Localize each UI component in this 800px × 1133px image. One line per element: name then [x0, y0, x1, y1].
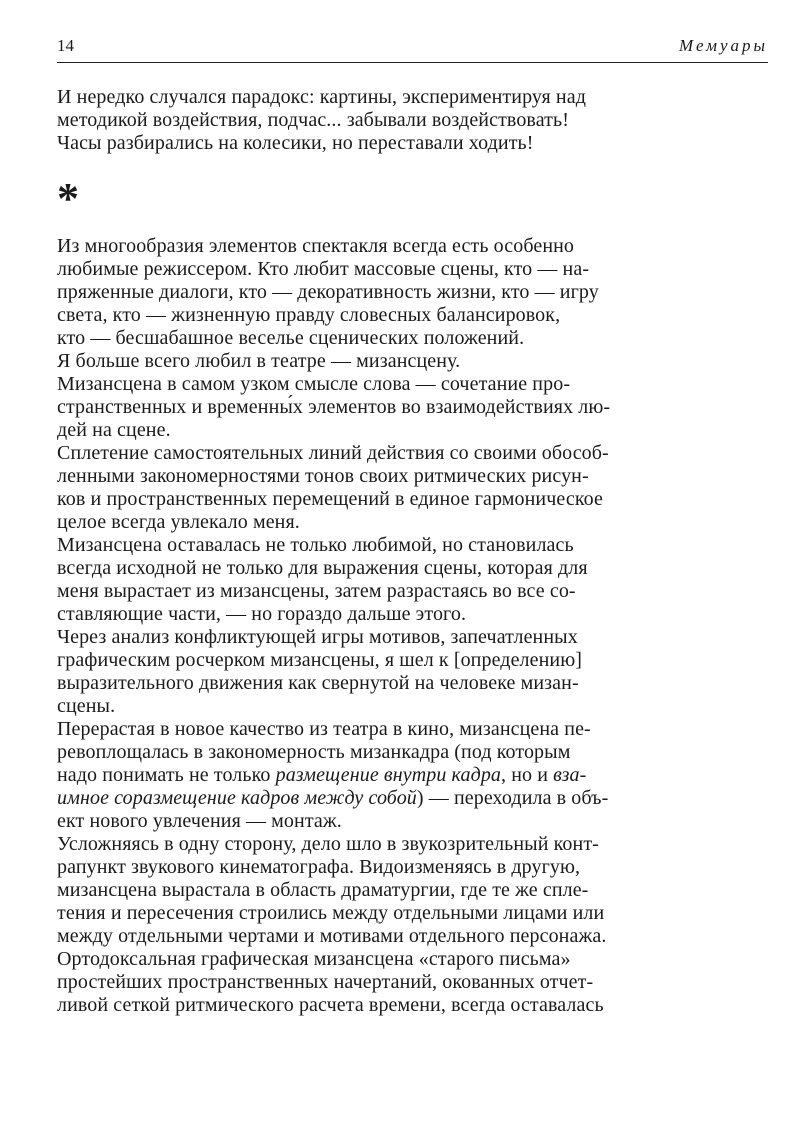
- italic-phrase: вза-: [553, 764, 587, 786]
- text-line: ленными закономерностями тонов своих ритмических рисун-: [57, 465, 589, 487]
- text-line: дей на сцене.: [57, 419, 171, 441]
- text-line: кто — бесшабашное веселье сценических положений.: [57, 327, 525, 349]
- text-line: Мизансцена в самом узком смысле слова — сочетание про-: [57, 373, 571, 395]
- text-line: Сплетение самостоятельных линий действия со своими обособ-: [57, 442, 609, 464]
- text-line: Из многообразия элементов спектакля всегда есть особенно: [57, 235, 575, 257]
- text-line: мизансцена вырастала в область драматургии, где те же спле-: [57, 879, 589, 901]
- main-text: [57, 235, 769, 1017]
- text-line: любимые режиссером. Кто любит массовые сцены, кто — на-: [57, 258, 590, 280]
- text-line: Перерастая в новое качество из театра в кино, мизансцена пе-: [57, 718, 591, 740]
- text-line: ект нового увлечения — монтаж.: [57, 810, 342, 832]
- text-line: Ортодоксальная графическая мизансцена «старого письма»: [57, 948, 571, 970]
- text-line-mixed: надо понимать не только размещение внутри кадра, но и вза-: [57, 764, 587, 786]
- text-line: Усложняясь в одну сторону, дело шло в звукозрительный конт-: [57, 833, 599, 855]
- italic-phrase: размещение внутри кадра: [275, 764, 502, 786]
- italic-phrase: имное соразмещение кадров между собой: [57, 787, 417, 809]
- page-number: 14: [57, 36, 74, 55]
- text-line: Часы разбирались на колесики, но переставали ходить!: [57, 132, 534, 154]
- text-line: ревоплощалась в закономерность мизанкадра (под которым: [57, 741, 571, 763]
- text-line: И нередко случался парадокс: картины, экспериментируя над: [57, 86, 586, 108]
- text-line: всегда исходной не только для выражения сцены, которая для: [57, 557, 588, 579]
- running-head: Мемуары: [679, 36, 768, 55]
- text-line: тения и пересечения строились между отдельными лицами или: [57, 902, 605, 924]
- text-line: рапункт звукового кинематографа. Видоизменяясь в другую,: [57, 856, 581, 878]
- text-line: меня вырастает из мизансцены, затем разрастаясь во все со-: [57, 580, 576, 602]
- text-line: графическим росчерком мизансцены, я шел к [определению]: [57, 649, 583, 671]
- text-line: Мизансцена оставалась не только любимой, но становилась: [57, 534, 574, 556]
- text-line: простейших пространственных начертаний, окованных отчет-: [57, 971, 594, 993]
- text-line: Я больше всего любил в театре — мизансцену.: [57, 350, 461, 372]
- text-line: между отдельными чертами и мотивами отдельного персонажа.: [57, 925, 607, 947]
- page-header: [57, 36, 768, 56]
- text-line: ставляющие части, — но гораздо дальше этого.: [57, 603, 467, 625]
- text-line: целое всегда увлекало меня.: [57, 511, 300, 533]
- text-line: Через анализ конфликтующей игры мотивов, запечатленных: [57, 626, 578, 648]
- text-line: пряженные диалоги, кто — декоративность жизни, кто — игру: [57, 281, 599, 303]
- text-line-mixed: имное соразмещение кадров между собой) — переходила в объ-: [57, 787, 609, 809]
- header-rule: [57, 62, 768, 63]
- text-line: ков и пространственных перемещений в единое гармоническое: [57, 488, 603, 510]
- section-separator-asterisk: *: [57, 174, 79, 223]
- intro-paragraph: [57, 86, 769, 155]
- text-line: света, кто — жизненную правду словесных балансировок,: [57, 304, 561, 326]
- text-line: ливой сеткой ритмического расчета времени, всегда оставалась: [57, 994, 604, 1016]
- text-line: сцены.: [57, 695, 116, 717]
- text-line: методикой воздействия, подчас... забывали воздействовать!: [57, 109, 569, 131]
- text-line: странственных и временны́х элементов во взаимодействиях лю-: [57, 396, 611, 418]
- text-line: выразительного движения как свернутой на человеке мизан-: [57, 672, 579, 694]
